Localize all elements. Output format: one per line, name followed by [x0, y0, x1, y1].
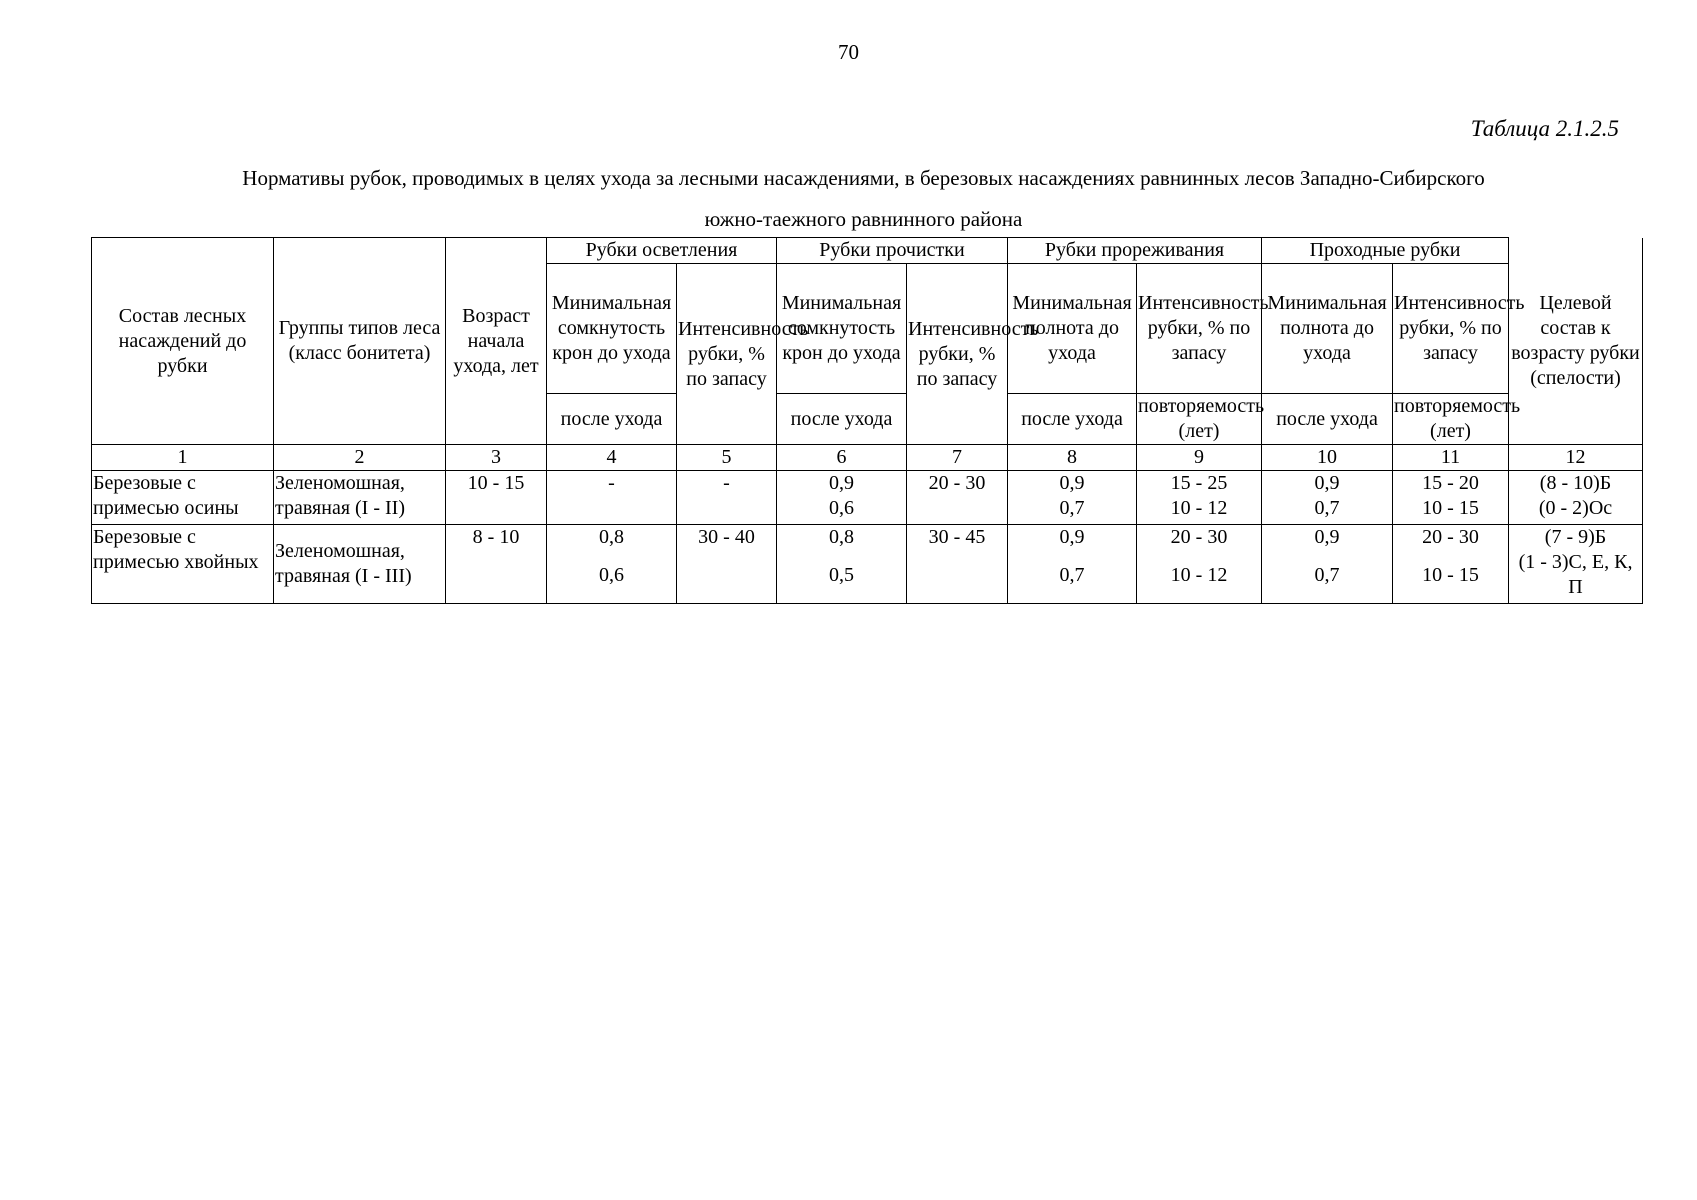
cell-thinning-density [1008, 525, 1137, 604]
header-clearing-after: после ухода [547, 394, 677, 445]
header-row-groups [92, 238, 1643, 264]
header-composition: Состав лесных насаждений до рубки [92, 238, 274, 445]
cell-thinning-density [1008, 471, 1137, 525]
value-before: 0,9 [1059, 526, 1085, 548]
column-number: 11 [1393, 445, 1509, 471]
value-after: 0,7 [1059, 497, 1085, 519]
value-before: 0,9 [1059, 472, 1085, 494]
header-cleaning-after: после ухода [777, 394, 907, 445]
header-passage: Проходные рубки [1262, 238, 1509, 264]
cell-start-age: 8 - 10 [446, 525, 547, 604]
column-number: 10 [1262, 445, 1393, 471]
column-number: 1 [92, 445, 274, 471]
header-thinning-after: после ухода [1008, 394, 1137, 445]
value-after: 0,7 [1059, 564, 1085, 586]
norms-table [91, 237, 1643, 604]
value-after: 0,6 [829, 497, 854, 519]
column-number: 12 [1509, 445, 1643, 471]
table-label: Таблица 2.1.2.5 [1470, 116, 1619, 141]
cell-passage-intensity [1393, 525, 1509, 604]
cell-passage-density [1262, 471, 1393, 525]
cell-clearing-intensity: 30 - 40 [677, 525, 777, 604]
value-target-main: (7 - 9)Б [1544, 526, 1607, 548]
value-after: 0,7 [1314, 564, 1340, 586]
table-title [170, 158, 1557, 240]
header-start-age: Возраст начала ухода, лет [446, 238, 547, 445]
header-thinning: Рубки прореживания [1008, 238, 1262, 264]
value-intensity: 15 - 25 [1170, 472, 1228, 494]
header-cleaning: Рубки прочистки [777, 238, 1008, 264]
header-passage-after: после ухода [1262, 394, 1393, 445]
header-clearing: Рубки осветления [547, 238, 777, 264]
table-title-line-1: Нормативы рубок, проводимых в целях ухода за лесными насаждениями, в березовых насаждениях равнинных лесов Западно-Сибирского [242, 166, 1485, 190]
header-clearing-closure: Минимальная сомкнутость крон до ухода [547, 264, 677, 394]
value-repeat: 10 - 15 [1422, 564, 1479, 586]
cell-cleaning-closure [777, 525, 907, 604]
value-after: 0,5 [829, 564, 854, 586]
header-thinning-density: Минимальная полнота до ухода [1008, 264, 1137, 394]
header-thinning-intensity: Интенсивность рубки, % по запасу [1137, 264, 1262, 394]
cell-clearing-closure: - [547, 471, 677, 525]
value-before: 0,8 [829, 526, 854, 548]
column-number: 5 [677, 445, 777, 471]
column-numbers-row [92, 445, 1643, 471]
value-after: 0,7 [1314, 497, 1340, 519]
column-number: 2 [274, 445, 446, 471]
column-number: 9 [1137, 445, 1262, 471]
cell-composition: Березовые с примесью осины [92, 471, 274, 525]
value-before: 0,9 [1314, 472, 1340, 494]
cell-forest-type: Зеленомошная, травяная (I - II) [274, 471, 446, 525]
header-target: Целевой состав к возрасту рубки (спелости) [1509, 238, 1643, 445]
cell-target [1509, 525, 1643, 604]
value-after: 0,6 [599, 564, 624, 586]
cell-thinning-intensity [1137, 525, 1262, 604]
header-cleaning-intensity: Интенсивность рубки, % по запасу [907, 264, 1008, 445]
cell-cleaning-intensity: 20 - 30 [907, 471, 1008, 525]
column-number: 3 [446, 445, 547, 471]
cell-start-age: 10 - 15 [446, 471, 547, 525]
column-number: 6 [777, 445, 907, 471]
header-passage-intensity: Интенсивность рубки, % по запасу [1393, 264, 1509, 394]
value-intensity: 20 - 30 [1422, 526, 1479, 548]
header-cleaning-closure: Минимальная сомкнутость крон до ухода [777, 264, 907, 394]
value-target-main: (8 - 10)Б [1539, 472, 1612, 494]
cell-thinning-intensity [1137, 471, 1262, 525]
value-before: 0,9 [829, 472, 854, 494]
value-target-admix: (0 - 2)Ос [1538, 497, 1613, 519]
cell-forest-type: Зеленомошная, травяная (I - III) [274, 525, 446, 604]
value-target-admix: (1 - 3)С, Е, К, П [1518, 551, 1633, 598]
value-repeat: 10 - 15 [1422, 497, 1479, 519]
header-clearing-intensity: Интенсивность рубки, % по запасу [677, 264, 777, 445]
column-number: 8 [1008, 445, 1137, 471]
table-row [92, 471, 1643, 525]
cell-target [1509, 471, 1643, 525]
table-title-line-2: южно-таежного равнинного района [704, 207, 1023, 231]
cell-passage-intensity [1393, 471, 1509, 525]
value-repeat: 10 - 12 [1170, 564, 1228, 586]
cell-cleaning-closure [777, 471, 907, 525]
header-forest-types: Группы типов леса (класс бонитета) [274, 238, 446, 445]
page-number: 70 [838, 40, 859, 64]
value-before: 0,9 [1314, 526, 1340, 548]
cell-composition: Березовые с примесью хвойных [92, 525, 274, 604]
cell-clearing-intensity: - [677, 471, 777, 525]
value-repeat: 10 - 12 [1170, 497, 1228, 519]
cell-passage-density [1262, 525, 1393, 604]
header-passage-density: Минимальная полнота до ухода [1262, 264, 1393, 394]
table-row [92, 525, 1643, 604]
column-number: 7 [907, 445, 1008, 471]
value-intensity: 15 - 20 [1422, 472, 1479, 494]
value-before: 0,8 [599, 526, 624, 548]
header-passage-repeat: повторяемость (лет) [1393, 394, 1509, 445]
header-thinning-repeat: повторяемость (лет) [1137, 394, 1262, 445]
column-number: 4 [547, 445, 677, 471]
cell-clearing-closure [547, 525, 677, 604]
cell-cleaning-intensity: 30 - 45 [907, 525, 1008, 604]
value-intensity: 20 - 30 [1170, 526, 1228, 548]
